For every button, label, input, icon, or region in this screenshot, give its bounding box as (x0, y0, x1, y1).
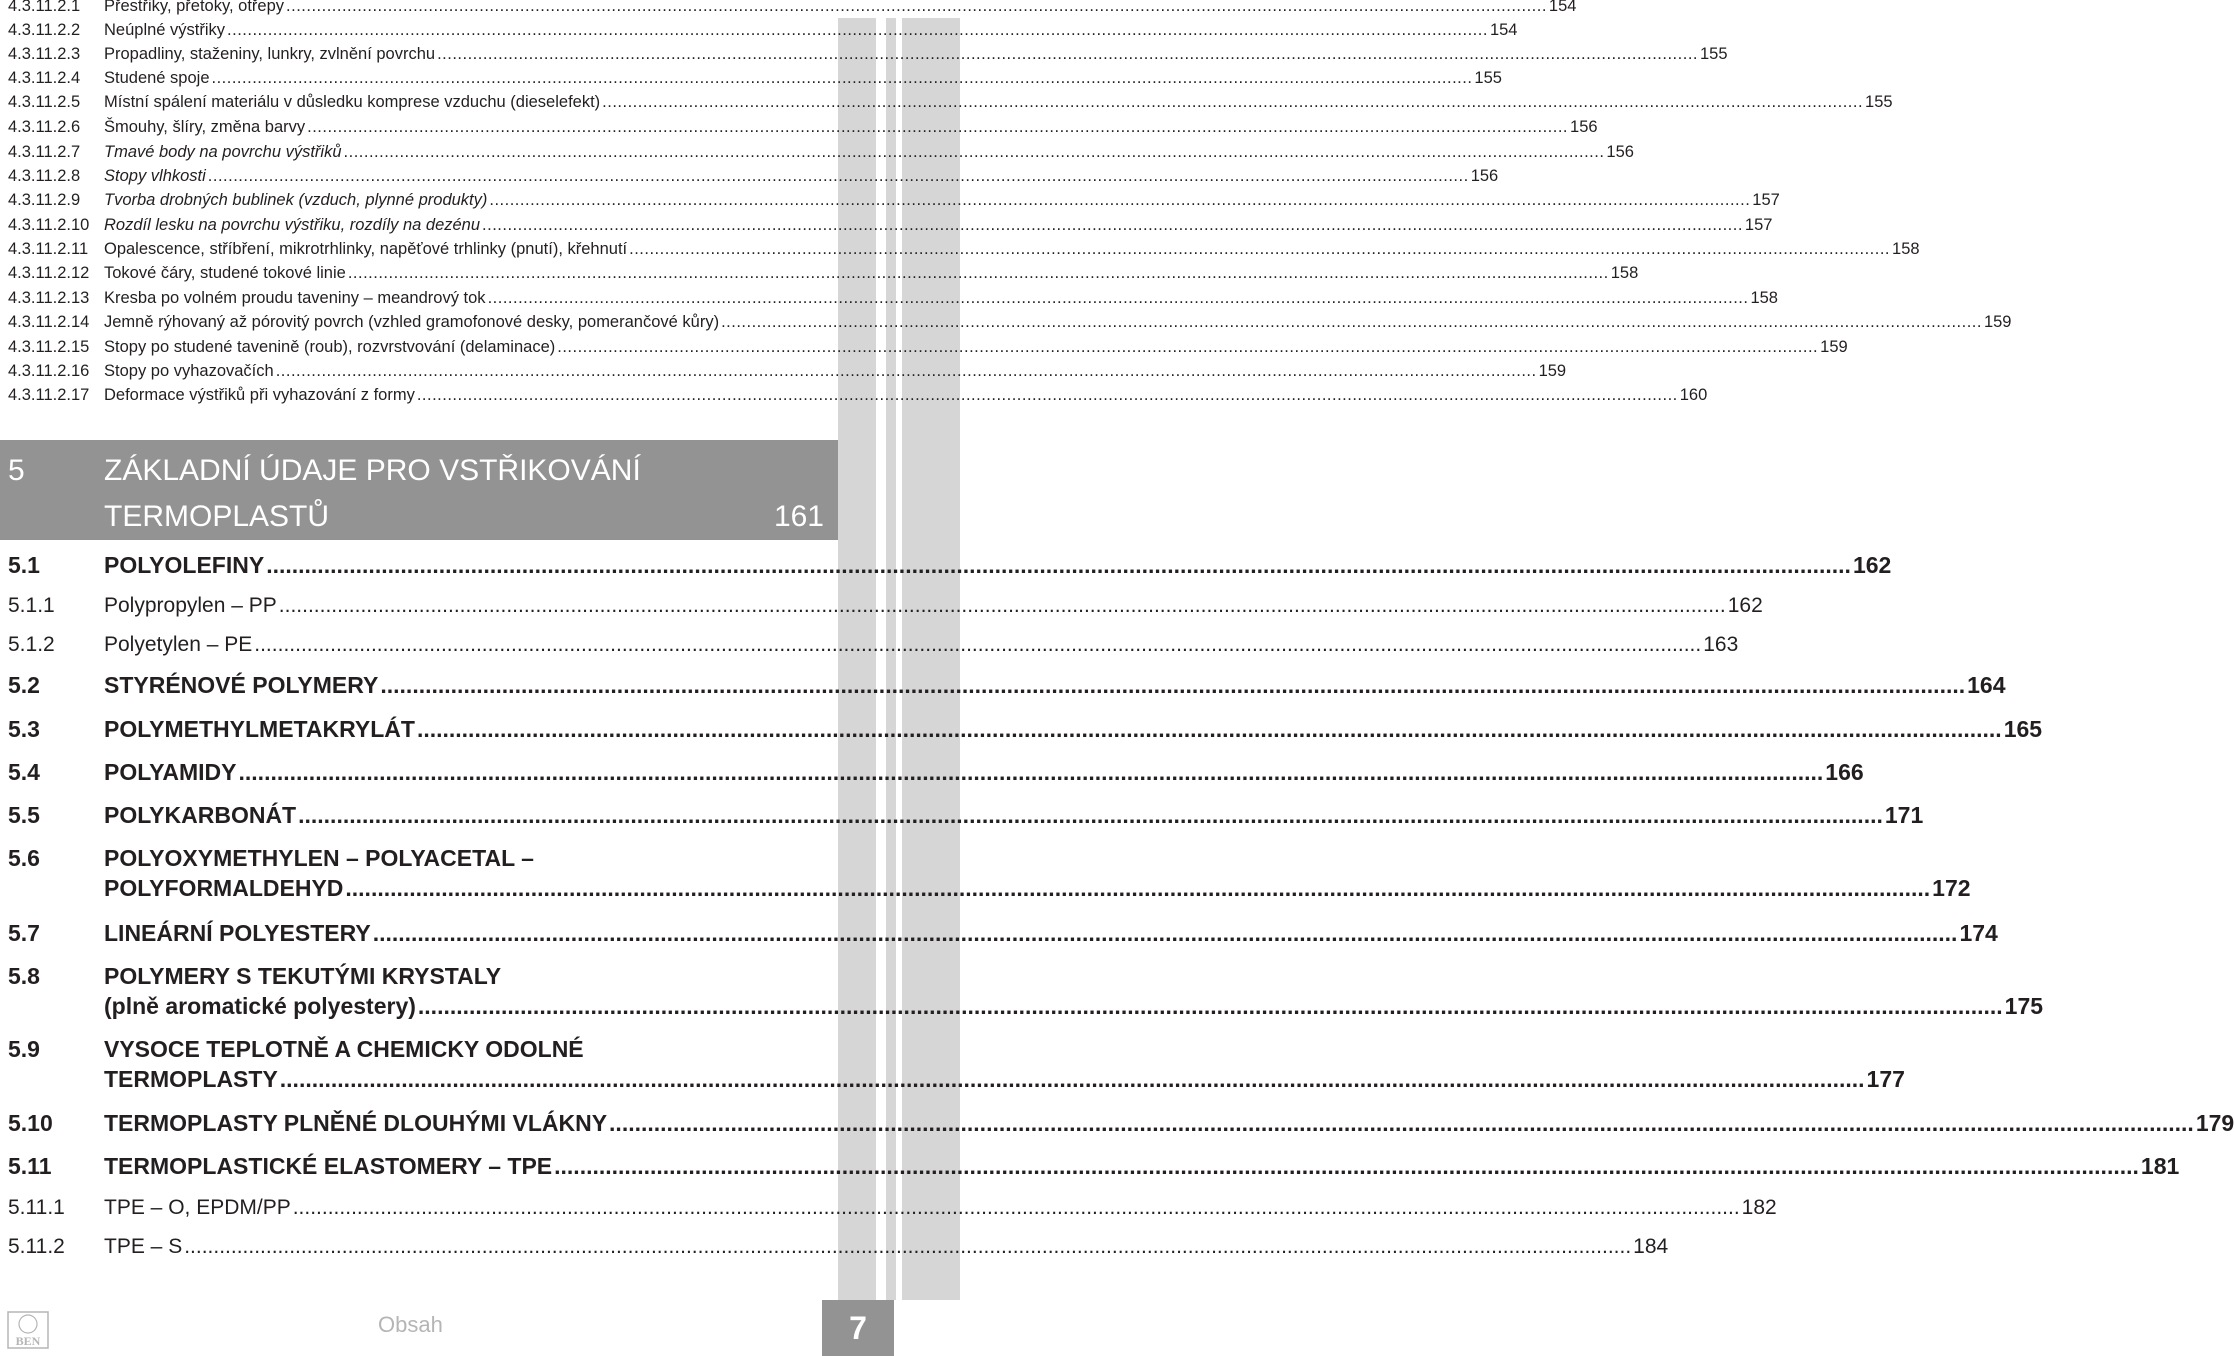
entry-page: 156 (1470, 167, 1499, 185)
entry-page: 179 (2195, 1110, 2234, 1136)
entry-page: 155 (1474, 69, 1502, 87)
dot-leader (254, 633, 1701, 657)
entry-number: 4.3.11.2.10 (8, 216, 90, 234)
entry-number: 4.3.11.2.13 (8, 289, 90, 307)
toc-entry (8, 594, 1763, 622)
dot-leader (280, 1066, 1865, 1093)
dot-leader (208, 167, 1469, 186)
entry-number: 5.1.1 (8, 594, 55, 617)
dot-leader (266, 552, 1851, 579)
decorative-stripe (876, 18, 886, 1300)
toc-entry (8, 143, 1634, 165)
toc-entry (8, 920, 1998, 950)
entry-title-continued: (plně aromatické polyestery) (104, 993, 416, 1019)
dot-leader (418, 993, 2003, 1020)
entry-page: 155 (1699, 45, 1728, 63)
dot-leader (286, 0, 1547, 16)
entry-title: Tokové čáry, studené tokové linie (104, 264, 346, 282)
dot-leader (489, 191, 1750, 210)
entry-title: Kresba po volném proudu taveniny – meandrový tok (104, 289, 486, 307)
entry-page: 156 (1570, 118, 1598, 136)
entry-number: 5.5 (8, 802, 40, 828)
entry-number: 4.3.11.2.3 (8, 45, 81, 63)
entry-title: Opalescence, stříbření, mikrotrhlinky, napěťové trhlinky (pnutí), křehnutí (104, 240, 628, 258)
toc-entry (8, 1235, 1669, 1263)
entry-number: 5.6 (8, 845, 40, 871)
toc-entry (8, 167, 1499, 189)
entry-number: 5.8 (8, 963, 40, 989)
entry-number: 5.11.2 (8, 1235, 65, 1258)
entry-number: 5.2 (8, 672, 40, 698)
entry-number: 4.3.11.2.12 (8, 264, 90, 282)
entry-page: 184 (1633, 1235, 1669, 1258)
dot-leader (227, 21, 1488, 40)
entry-title: POLYMETHYLMETAKRYLÁT (104, 716, 415, 742)
entry-title: VYSOCE TEPLOTNĚ A CHEMICKY ODOLNÉ (104, 1036, 584, 1062)
dot-leader (417, 386, 1678, 405)
entry-page: 166 (1825, 759, 1864, 785)
toc-entry (8, 716, 2043, 746)
entry-number: 5.1 (8, 552, 40, 578)
toc-entry (8, 386, 1708, 408)
dot-leader (373, 920, 1958, 947)
dot-leader (307, 118, 1568, 137)
toc-entry (8, 963, 826, 993)
toc-entry (8, 264, 1639, 286)
entry-title: Přestřiky, přetoky, otřepy (104, 0, 285, 15)
toc-entry (8, 845, 826, 875)
entry-page: 182 (1741, 1196, 1777, 1219)
toc-entry (8, 1110, 2234, 1140)
entry-page: 158 (1610, 264, 1639, 282)
chapter-number: 5 (8, 454, 25, 487)
entry-page: 158 (1750, 289, 1778, 307)
entry-page: 163 (1703, 633, 1739, 656)
entry-title: Jemně rýhovaný až pórovitý povrch (vzhled gramofonové desky, pomerančové kůry) (104, 313, 720, 331)
entry-number: 4.3.11.2.14 (8, 313, 90, 331)
entry-number: 5.11 (8, 1153, 52, 1179)
entry-title: Deformace výstřiků při vyhazování z formy (104, 386, 415, 404)
entry-number: 4.3.11.2.1 (8, 0, 81, 15)
entry-page: 158 (1892, 240, 1920, 258)
dot-leader (380, 672, 1965, 699)
dot-leader (298, 802, 1883, 829)
entry-page: 171 (1884, 802, 1924, 828)
entry-page: 165 (2003, 716, 2043, 742)
entry-title: Studené spoje (104, 69, 210, 87)
dot-leader (629, 240, 1890, 259)
entry-page: 175 (2004, 993, 2044, 1019)
entry-title: Tmavé body na povrchu výstřiků (104, 143, 342, 161)
dot-leader (417, 716, 2002, 743)
entry-page: 181 (2140, 1153, 2180, 1179)
entry-page: 157 (1752, 191, 1780, 209)
chapter-page: 161 (773, 500, 824, 533)
toc-entry (8, 1153, 2180, 1183)
entry-number: 4.3.11.2.16 (8, 362, 90, 380)
toc-entry (8, 759, 1864, 789)
entry-page: 172 (1932, 875, 1971, 901)
dot-leader (609, 1110, 2194, 1137)
decorative-stripe (896, 18, 902, 1300)
entry-page: 162 (1727, 594, 1763, 617)
entry-title: STYRÉNOVÉ POLYMERY (104, 672, 379, 698)
entry-title: Stopy vlhkosti (104, 167, 206, 185)
entry-page: 164 (1967, 672, 2006, 698)
toc-entry (8, 240, 1920, 262)
entry-title: TPE – O, EPDM/PP (104, 1196, 291, 1219)
toc-entry-continuation (8, 1066, 1905, 1096)
dot-leader (554, 1153, 2139, 1180)
entry-title: TERMOPLASTICKÉ ELASTOMERY – TPE (104, 1153, 553, 1179)
dot-leader (482, 216, 1743, 235)
entry-title: Propadliny, staženiny, lunkry, zvlnění povrchu (104, 45, 436, 63)
entry-page: 160 (1679, 386, 1708, 404)
entry-title: TPE – S (104, 1235, 183, 1258)
entry-page: 157 (1744, 216, 1773, 234)
entry-number: 5.10 (8, 1110, 53, 1136)
entry-number: 4.3.11.2.9 (8, 191, 81, 209)
toc-entry (8, 338, 1848, 360)
entry-title: Tvorba drobných bublinek (vzduch, plynné produkty) (104, 191, 488, 209)
entry-page: 154 (1548, 0, 1577, 15)
dot-leader (345, 875, 1930, 902)
dot-leader (488, 289, 1749, 308)
entry-page: 177 (1866, 1066, 1905, 1092)
toc-entry (8, 45, 1728, 67)
dot-leader (602, 93, 1863, 112)
dot-leader (276, 362, 1537, 381)
chapter-header (0, 440, 838, 540)
toc-entry (8, 802, 1924, 832)
entry-title: POLYAMIDY (104, 759, 237, 785)
toc-entry (8, 552, 1892, 582)
dot-leader (212, 69, 1473, 88)
entry-number: 4.3.11.2.15 (8, 338, 90, 356)
entry-title: LINEÁRNÍ POLYESTERY (104, 920, 371, 946)
entry-title: Stopy po vyhazovačích (104, 362, 274, 380)
entry-page: 159 (1983, 313, 2012, 331)
entry-title-continued: TERMOPLASTY (104, 1066, 278, 1092)
toc-entry (8, 672, 2006, 702)
toc-entry (8, 93, 1893, 115)
entry-page: 174 (1959, 920, 1998, 946)
entry-title: Místní spálení materiálu v důsledku komprese vzduchu (dieselefekt) (104, 93, 601, 111)
toc-entry-continuation (8, 993, 2044, 1023)
entry-page: 156 (1606, 143, 1634, 161)
entry-number: 4.3.11.2.5 (8, 93, 81, 111)
entry-number: 4.3.11.2.2 (8, 21, 81, 39)
entry-title: Rozdíl lesku na povrchu výstřiku, rozdíly na dezénu (104, 216, 481, 234)
entry-page: 159 (1820, 338, 1848, 356)
entry-number: 4.3.11.2.4 (8, 69, 81, 87)
entry-number: 4.3.11.2.8 (8, 167, 81, 185)
dot-leader (557, 338, 1818, 357)
entry-number: 5.1.2 (8, 633, 55, 656)
entry-title: POLYOXYMETHYLEN – POLYACETAL – (104, 845, 534, 871)
dot-leader (721, 313, 1982, 332)
entry-number: 4.3.11.2.11 (8, 240, 89, 258)
entry-number: 5.11.1 (8, 1196, 65, 1219)
entry-number: 5.7 (8, 920, 40, 946)
entry-title: POLYOLEFINY (104, 552, 265, 578)
ben-logo-icon (6, 1308, 50, 1350)
toc-entry (8, 0, 1577, 19)
dot-leader (437, 45, 1698, 64)
chapter-title-line1: ZÁKLADNÍ ÚDAJE PRO VSTŘIKOVÁNÍ (104, 454, 641, 487)
toc-entry (8, 362, 1567, 384)
entry-title: Šmouhy, šlíry, změna barvy (104, 118, 306, 136)
entry-title: TERMOPLASTY PLNĚNÉ DLOUHÝMI VLÁKNY (104, 1110, 608, 1136)
toc-entry (8, 191, 1780, 213)
right-decorative-bar (838, 18, 960, 1300)
entry-title: Stopy po studené tavenině (roub), rozvrstvování (delaminace) (104, 338, 556, 356)
chapter-title-line2: TERMOPLASTŮ (104, 500, 330, 533)
entry-title: Polypropylen – PP (104, 594, 277, 617)
toc-entry (8, 289, 1778, 311)
logo-text: BEN (15, 1334, 41, 1348)
dot-leader (184, 1235, 1631, 1259)
toc-entry (8, 21, 1518, 43)
entry-title: POLYKARBONÁT (104, 802, 297, 828)
entry-number: 5.3 (8, 716, 40, 742)
entry-title: Neúplné výstřiky (104, 21, 226, 39)
entry-number: 5.4 (8, 759, 40, 785)
dot-leader (279, 594, 1726, 618)
entry-page: 162 (1852, 552, 1892, 578)
dot-leader (344, 143, 1605, 162)
entry-number: 4.3.11.2.17 (8, 386, 90, 404)
dot-leader (348, 264, 1609, 283)
entry-number: 4.3.11.2.7 (8, 143, 81, 161)
entry-page: 154 (1489, 21, 1518, 39)
dot-leader (239, 759, 1824, 786)
toc-entry (8, 313, 2012, 335)
toc-entry (8, 633, 1739, 661)
entry-page: 159 (1538, 362, 1567, 380)
toc-entry (8, 1196, 1777, 1224)
toc-entry (8, 216, 1773, 238)
page-number: 7 (822, 1300, 894, 1356)
toc-entry (8, 1036, 826, 1066)
toc-entry (8, 69, 1502, 91)
toc-entry (8, 118, 1598, 140)
toc-entry-continuation (8, 875, 1971, 905)
entry-title: POLYMERY S TEKUTÝMI KRYSTALY (104, 963, 502, 989)
entry-page: 155 (1865, 93, 1893, 111)
entry-title: Polyetylen – PE (104, 633, 253, 656)
entry-number: 4.3.11.2.6 (8, 118, 81, 136)
dot-leader (293, 1196, 1740, 1220)
footer-label: Obsah (378, 1312, 443, 1337)
entry-title-continued: POLYFORMALDEHYD (104, 875, 344, 901)
entry-number: 5.9 (8, 1036, 40, 1062)
